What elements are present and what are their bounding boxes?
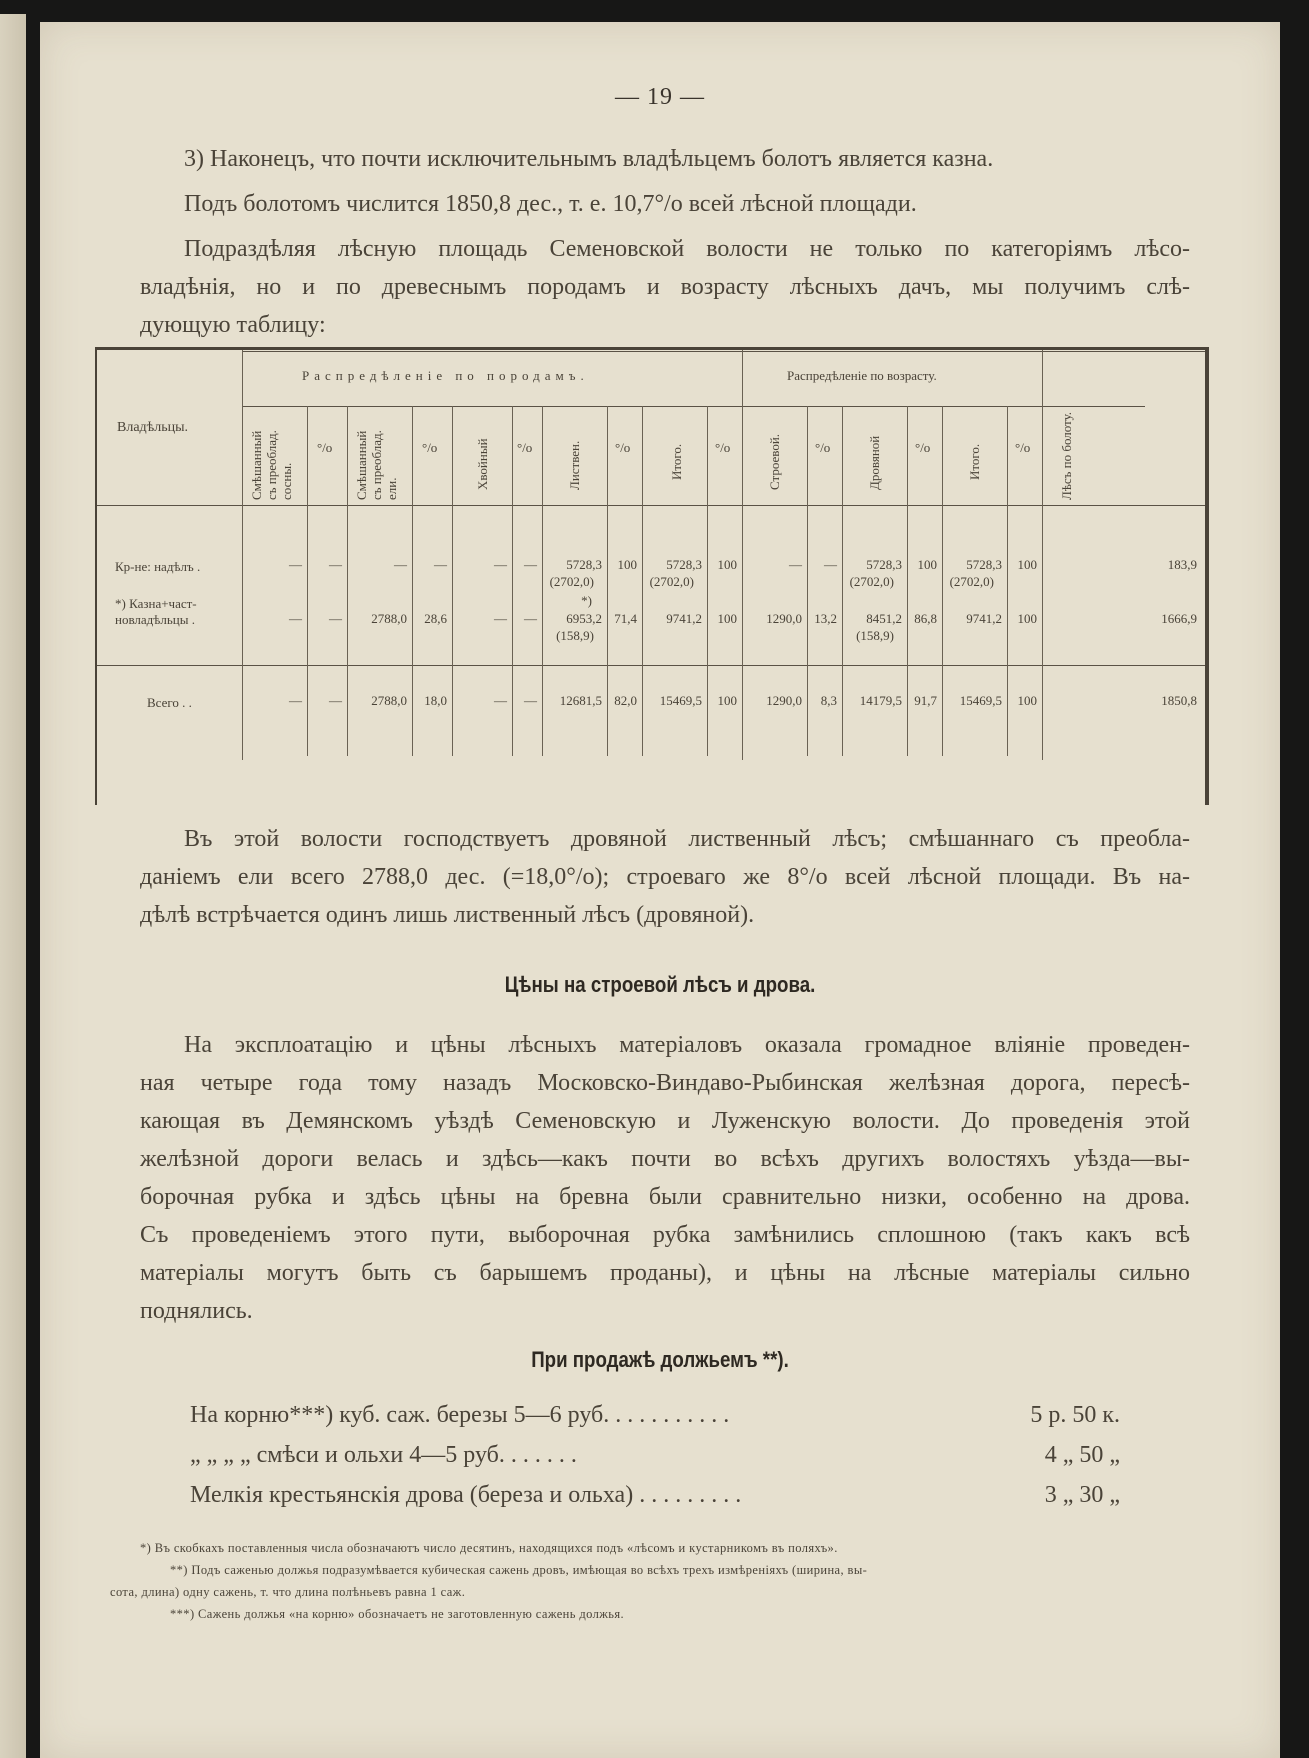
table-cell: 8451,2: [866, 611, 902, 626]
table-cell: 1290,0: [766, 611, 802, 626]
table-cell: 71,4: [614, 611, 637, 626]
col-header: Смѣшанный съ преоблад. сосны.: [249, 430, 294, 500]
table-cell-sub: (2702,0): [949, 574, 994, 589]
table-cell: 8,3: [820, 693, 837, 708]
col-header: °/о: [715, 440, 731, 455]
col-header: Хвойный: [475, 438, 490, 490]
table-cell: 1850,8: [1161, 693, 1197, 708]
paragraph-3: [140, 230, 1190, 344]
table-cell: —: [524, 611, 537, 626]
paragraph-1: [140, 140, 1190, 178]
text-line: Подъ болотомъ числится 1850,8 дес., т. е. 10,7°/о всей лѣсной площади.: [184, 191, 917, 217]
table-cell: 12681,5: [559, 693, 602, 708]
owners-header: Владѣльцы.: [117, 420, 189, 435]
price-desc: Мелкія крестьянскія дрова (береза и ольха) . . . . . . . . .: [190, 1482, 742, 1508]
text-line: 3) Наконецъ, что почти исключительнымъ владѣльцемъ болотъ является казна.: [184, 146, 994, 172]
table-cell: —: [524, 557, 537, 572]
group-species-header: Распредѣленіе по породамъ.: [302, 368, 589, 383]
swamp-header: Лѣсъ по болоту.: [1059, 411, 1074, 500]
price-value: 4 „ 50 „: [1044, 1442, 1120, 1468]
col-header: Итого.: [967, 443, 982, 480]
text-line: владѣнія, но и по древеснымъ породамъ и возрасту лѣсныхъ дачъ, мы получимъ слѣ-: [140, 274, 1190, 300]
footnotes: [110, 1537, 1210, 1625]
text-line: ная четыре года тому назадъ Московско-Виндаво-Рыбинская желѣзная дорога, пересѣ-: [140, 1070, 1190, 1096]
text-line: Подраздѣляя лѣсную площадь Семеновской волости не только по категоріямъ лѣсо-: [184, 236, 1190, 262]
table-cell: 2788,0: [371, 693, 407, 708]
row-owner: Всего . .: [147, 695, 192, 710]
table-cell: —: [329, 557, 342, 572]
price-value: 5 р. 50 к.: [1030, 1402, 1120, 1428]
table-cell: 28,6: [424, 611, 447, 626]
table-cell: —: [789, 557, 802, 572]
footnote: ***) Сажень должья «на корню» обозначаетъ не заготовленную сажень должья.: [170, 1607, 625, 1621]
table-cell: 18,0: [424, 693, 447, 708]
price-value: 3 „ 30 „: [1044, 1482, 1120, 1508]
col-header: Итого.: [669, 443, 684, 480]
text-line: матеріалы могутъ быть съ барышемъ проданы), и цѣны на лѣсные матеріалы сильно: [140, 1260, 1190, 1286]
col-header: Листвен.: [567, 440, 582, 490]
table-cell: 9741,2: [666, 611, 702, 626]
table-cell: 86,8: [914, 611, 937, 626]
col-header: °/о: [422, 440, 438, 455]
row-owner: новладѣльцы .: [115, 612, 195, 627]
table-cell: —: [494, 557, 507, 572]
col-header: °/о: [317, 440, 333, 455]
table-cell: —: [329, 693, 342, 708]
table-cell: —: [289, 611, 302, 626]
col-header: Строевой.: [767, 433, 782, 490]
col-header: Дровяной: [867, 435, 882, 490]
text-line: даніемъ ели всего 2788,0 дес. (=18,0°/о); строеваго же 8°/о всей лѣсной площади. Въ на-: [140, 864, 1190, 890]
table-cell-sub: (158,9): [856, 628, 894, 643]
col-header: °/о: [615, 440, 631, 455]
forest-table: [95, 347, 1209, 805]
text-line: желѣзной дороги велась и здѣсь—какъ почти во всѣхъ другихъ волостяхъ уѣзда—вы-: [140, 1146, 1190, 1172]
group-age-header: Распредѣленіе по возрасту.: [787, 368, 937, 383]
table-cell: 1290,0: [766, 693, 802, 708]
price-desc: „ „ „ „ смѣси и ольхи 4—5 руб. . . . . . .: [190, 1442, 577, 1468]
table-cell: 14179,5: [859, 693, 902, 708]
text-line: дующую таблицу:: [140, 312, 326, 338]
table-cell: 100: [617, 557, 637, 572]
text-line: Съ проведеніемъ этого пути, выборочная рубка замѣнились сплошною (такъ какъ всѣ: [140, 1222, 1190, 1248]
table-cell: —: [434, 557, 447, 572]
paragraph-4: [140, 820, 1190, 934]
table-cell: —: [289, 557, 302, 572]
table-cell: —: [329, 611, 342, 626]
table-cell: 100: [717, 611, 737, 626]
table-cell-sub: (158,9): [556, 628, 594, 643]
table-cell: 13,2: [814, 611, 837, 626]
table-cell: 100: [1017, 693, 1037, 708]
table-cell: 15469,5: [659, 693, 702, 708]
table-cell: —: [824, 557, 837, 572]
col-header: °/о: [1015, 440, 1031, 455]
footnote: *) Въ скобкахъ поставленныя числа обозначаютъ число десятинъ, находящихся подъ «лѣсомъ и кустарникомъ въ поляхъ».: [140, 1541, 838, 1555]
table-cell: 183,9: [1167, 557, 1197, 572]
row-owner: *) Казна+част-: [115, 596, 197, 611]
price-desc: На корню***) куб. саж. березы 5—6 руб. . . . . . . . . . .: [190, 1402, 730, 1428]
page-number: — 19 —: [615, 84, 705, 110]
col-header: Смѣшанный съ преоблад. ели.: [354, 430, 399, 500]
table-cell: 2788,0: [371, 611, 407, 626]
left-page-edge: [0, 14, 26, 1758]
heading-prices: Цѣны на строевой лѣсъ и дрова.: [504, 972, 816, 997]
table-cell: 100: [1017, 557, 1037, 572]
text-line: кающая въ Демянскомъ уѣздѣ Семеновскую и Луженскую волости. До проведенія этой: [140, 1108, 1190, 1134]
text-line: борочная рубка и здѣсь цѣны на бревна были сравнительно низки, особенно на дрова.: [140, 1184, 1190, 1210]
table-cell: 5728,3: [966, 557, 1002, 572]
table-cell-sub: (2702,0): [649, 574, 694, 589]
table-cell: —: [494, 693, 507, 708]
col-header: °/о: [815, 440, 831, 455]
table-cell: 100: [1017, 611, 1037, 626]
table-cell: 1666,9: [1161, 611, 1197, 626]
table-cell: 6953,2: [566, 611, 602, 626]
table-cell: 9741,2: [966, 611, 1002, 626]
table-cell: 100: [717, 693, 737, 708]
table-cell: —: [494, 611, 507, 626]
table-cell: 91,7: [914, 693, 937, 708]
row-owner: Кр-не: надѣлъ .: [115, 559, 201, 574]
col-header: °/о: [915, 440, 931, 455]
table-cell: —: [289, 693, 302, 708]
table-cell: 15469,5: [959, 693, 1002, 708]
price-row: [190, 1402, 1120, 1429]
table-cell: 5728,3: [666, 557, 702, 572]
footnote: сота, длина) одну сажень, т. что длина полѣньевъ равна 1 саж.: [110, 1585, 466, 1599]
text-line: Въ этой волости господствуетъ дровяной лиственный лѣсъ; смѣшаннаго съ преобла-: [184, 826, 1190, 852]
table-cell: 100: [717, 557, 737, 572]
text-line: На эксплоатацію и цѣны лѣсныхъ матеріаловъ оказала громадное вліяніе проведен-: [184, 1032, 1190, 1058]
price-row: [190, 1442, 1120, 1469]
footnote: **) Подъ саженью должья подразумѣвается кубическая сажень дровъ, имѣющая во всѣхъ трехъ измѣреніяхъ (ширина, вы-: [170, 1563, 868, 1577]
paragraph-2: [140, 185, 1190, 223]
paragraph-5: [140, 1026, 1190, 1330]
table-cell-sub: (2702,0): [549, 574, 594, 589]
table-cell: 100: [917, 557, 937, 572]
table-cell-mark: *): [581, 593, 592, 608]
table-cell-sub: (2702,0): [849, 574, 894, 589]
col-header: °/о: [517, 440, 533, 455]
table-cell: 5728,3: [866, 557, 902, 572]
table-cell: —: [524, 693, 537, 708]
document-page: [40, 22, 1280, 1758]
table-cell: 5728,3: [566, 557, 602, 572]
text-line: поднялись.: [140, 1298, 253, 1324]
table-cell: —: [394, 557, 407, 572]
price-row: [190, 1482, 1120, 1509]
heading-sale: При продажѣ должьемъ **).: [531, 1347, 789, 1372]
table-cell: 82,0: [614, 693, 637, 708]
text-line: дѣлѣ встрѣчается одинъ лишь лиственный лѣсъ (дровяной).: [140, 902, 755, 928]
